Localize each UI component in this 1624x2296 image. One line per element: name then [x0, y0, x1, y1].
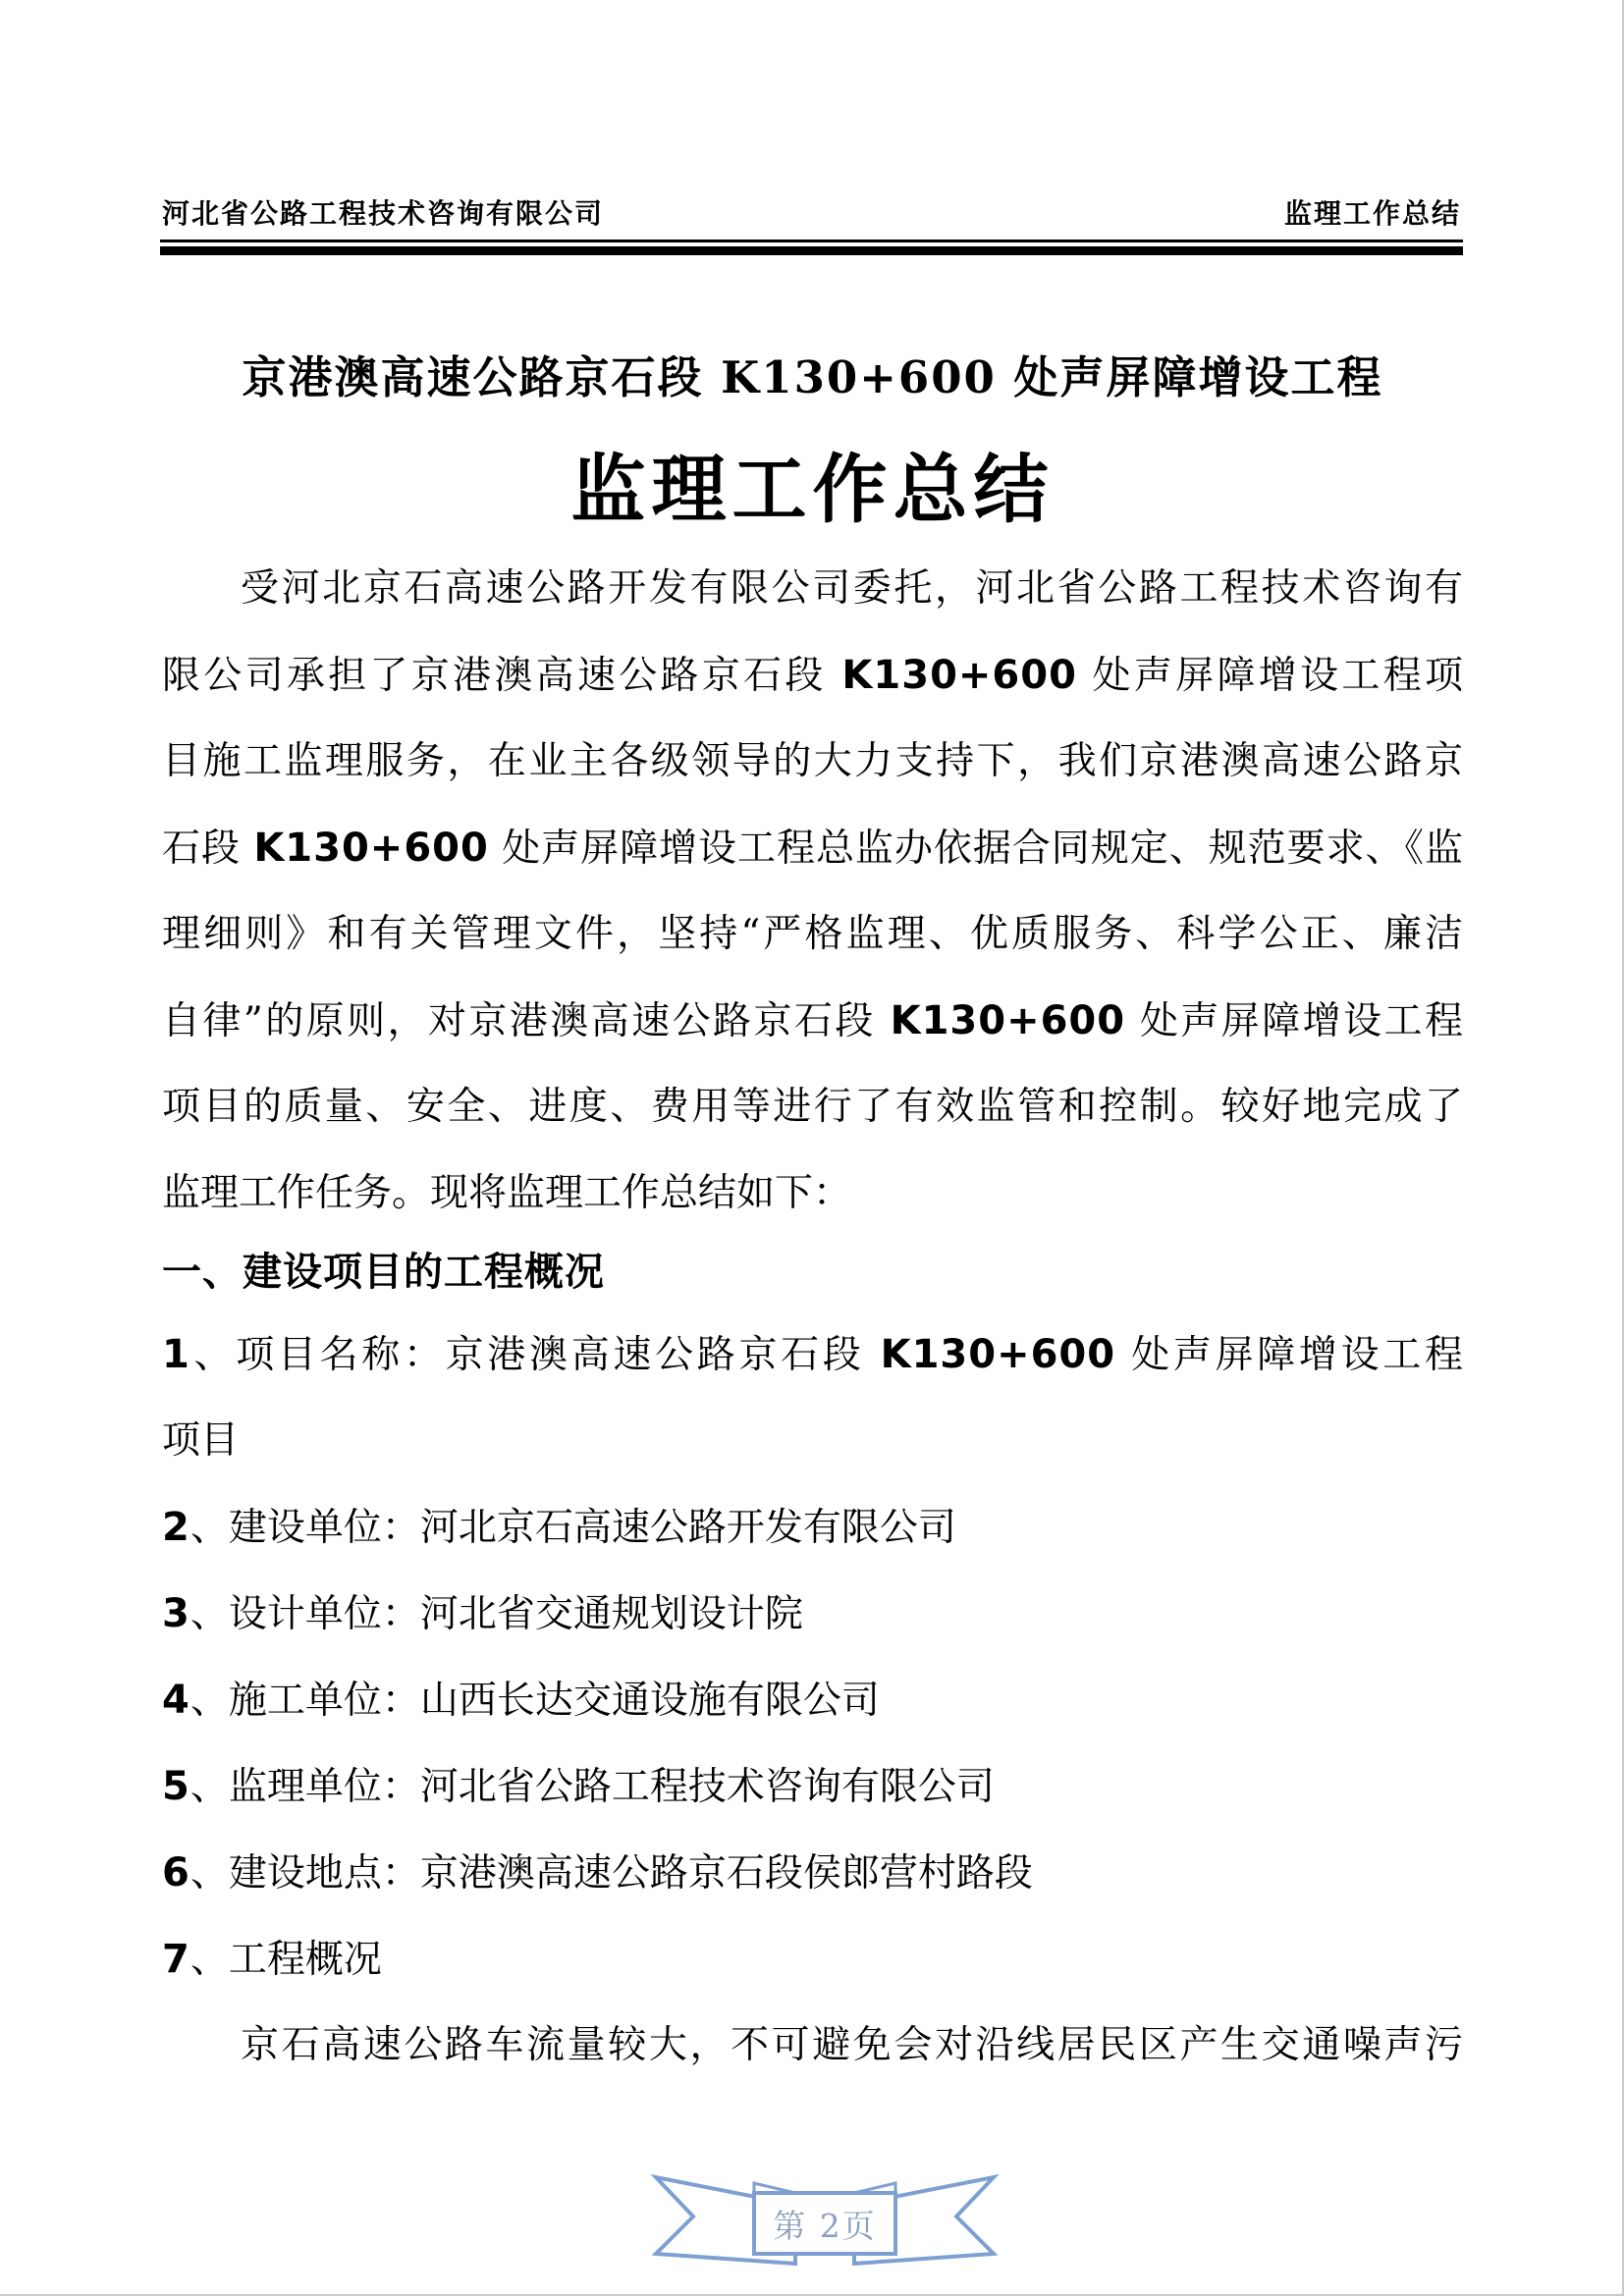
page-number-banner — [648, 2165, 1001, 2268]
body-text: 限公司承担了京港澳高速公路京石段 — [162, 654, 842, 698]
body-line — [162, 632, 1463, 719]
body-text: 石段 — [162, 827, 254, 871]
item-text: 、监理单位：河北省公路工程技术咨询有限公司 — [189, 1765, 995, 1809]
list-item-continuation — [162, 1398, 1463, 1484]
item-number: 3 — [162, 1591, 190, 1636]
chainage-text: K130+600 — [841, 653, 1077, 698]
list-item — [162, 1743, 1463, 1830]
body-text: 受河北京石高速公路开发有限公司委托，河北省公路工程技术咨询有 — [241, 566, 1463, 611]
body-line — [162, 978, 1463, 1064]
item-text: 、设计单位：河北省交通规划设计院 — [189, 1592, 803, 1636]
body-line — [162, 1150, 1463, 1237]
page-header — [162, 192, 1461, 232]
list-item — [162, 1484, 1463, 1571]
item-number: 4 — [162, 1678, 190, 1723]
item-number: 2 — [162, 1505, 190, 1550]
chainage-text: K130+600 — [890, 998, 1126, 1043]
chainage-text: K130+600 — [253, 826, 489, 871]
body-line — [162, 1064, 1463, 1150]
body-text: 监理工作任务。现将监理工作总结如下： — [162, 1171, 852, 1215]
body-text: 理细则》和有关管理文件，坚持“严格监理、优质服务、科学公正、廉洁 — [162, 912, 1463, 956]
body-text: 京石高速公路车流量较大，不可避免会对沿线居民区产生交通噪声污 — [241, 2023, 1463, 2067]
header-company-name: 河北省公路工程技术咨询有限公司 — [162, 197, 605, 230]
chainage-text: K130+600 — [880, 1332, 1116, 1377]
intro-paragraph — [162, 546, 1463, 1237]
section-heading — [162, 1229, 1463, 1315]
body-line — [162, 2002, 1463, 2089]
item-number: 6 — [162, 1850, 190, 1896]
list-item — [162, 1916, 1463, 2002]
item-text: 处声屏障增设工程 — [1115, 1333, 1463, 1377]
item-number: 1 — [162, 1332, 190, 1377]
item-text: 、项目名称：京港澳高速公路京石段 — [189, 1333, 881, 1377]
list-item — [162, 1830, 1463, 1916]
body-text: 处声屏障增设工程 — [1125, 999, 1463, 1043]
header-double-rule — [160, 240, 1463, 255]
section-heading-text: 一、建设项目的工程概况 — [162, 1249, 605, 1295]
body-line — [162, 805, 1463, 891]
list-item — [162, 1657, 1463, 1743]
overview-paragraph — [162, 2002, 1463, 2089]
page-number-label: 第 2页 — [773, 2206, 877, 2245]
item-number: 5 — [162, 1764, 190, 1809]
document-title: 京港澳高速公路京石段 K130+600 处声屏障增设工程 — [242, 351, 1383, 403]
item-text: 、施工单位：山西长达交通设施有限公司 — [189, 1679, 880, 1723]
document-subtitle: 监理工作总结 — [570, 446, 1055, 533]
header-doc-title: 监理工作总结 — [1283, 197, 1461, 230]
item-text: 、建设地点：京港澳高速公路京石段侯郎营村路段 — [189, 1851, 1033, 1896]
body-line — [162, 891, 1463, 978]
body-text: 处声屏障增设工程总监办依据合同规定、规范要求、《监 — [488, 827, 1463, 871]
item-text: 项目 — [162, 1418, 240, 1463]
list-item — [162, 1571, 1463, 1657]
body-text: 项目的质量、安全、进度、费用等进行了有效监管和控制。较好地完成了 — [162, 1085, 1463, 1129]
item-text: 、工程概况 — [189, 1938, 382, 1982]
body-line — [162, 719, 1463, 805]
body-text: 自律”的原则，对京港澳高速公路京石段 — [162, 999, 891, 1043]
list-item — [162, 1311, 1463, 1398]
item-text: 、建设单位：河北京石高速公路开发有限公司 — [189, 1506, 956, 1550]
body-text: 目施工监理服务，在业主各级领导的大力支持下，我们京港澳高速公路京 — [162, 739, 1463, 783]
project-overview-list — [162, 1311, 1463, 2002]
body-text: 处声屏障增设工程项 — [1076, 654, 1463, 698]
item-number: 7 — [162, 1937, 190, 1982]
body-line — [162, 546, 1463, 632]
